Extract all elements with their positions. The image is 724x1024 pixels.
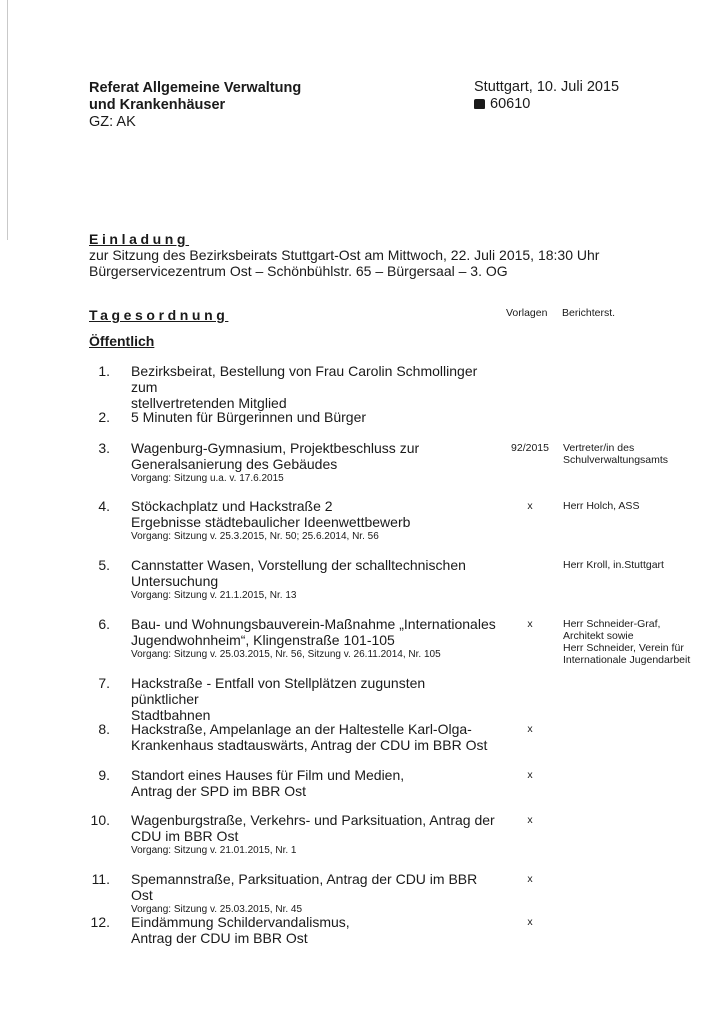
agenda-item-number: 10. xyxy=(90,812,110,828)
agenda-item-reference: Vorgang: Sitzung v. 25.03.2015, Nr. 45 xyxy=(131,904,303,915)
agenda-title: Tagesordnung xyxy=(89,307,229,323)
agenda-item-text xyxy=(131,914,496,946)
agenda-item-text xyxy=(131,616,496,661)
agenda-item-number: 11. xyxy=(91,871,110,887)
place-date: Stuttgart, 10. Juli 2015 xyxy=(474,79,620,95)
agenda-item-number: 6. xyxy=(98,616,110,632)
agenda-item-line: Stöckachplatz und Hackstraße 2 xyxy=(131,498,333,514)
invitation-line2: Bürgerservicezentrum Ost – Schönbühlstr. 65 – Bürgersaal – 3. OG xyxy=(89,263,508,279)
agenda-item-text xyxy=(131,557,496,602)
berichterstatter-line: Vertreter/in des xyxy=(563,442,635,454)
agenda-item-vorlage: x xyxy=(527,500,533,512)
agenda-item-line: Wagenburgstraße, Verkehrs- und Parksituation, Antrag der xyxy=(131,812,495,828)
agenda-item-number: 3. xyxy=(98,440,110,456)
agenda-item-berichterstatter xyxy=(563,442,713,466)
agenda-item-line: Generalsanierung des Gebäudes xyxy=(131,456,338,472)
agenda-item-line: Hackstraße, Ampelanlage an der Haltestelle Karl-Olga- xyxy=(131,721,472,737)
agenda-item-line: Antrag der CDU im BBR Ost xyxy=(131,930,308,946)
agenda-item-line: stellvertretenden Mitglied xyxy=(131,395,287,411)
agenda-item-line: Spemannstraße, Parksituation, Antrag der CDU im BBR Ost xyxy=(131,871,478,903)
agenda-item-vorlage: x xyxy=(527,814,533,826)
agenda-item-line: Eindämmung Schildervandalismus, xyxy=(131,914,350,930)
agenda-item-text xyxy=(131,440,496,485)
agenda-item-text xyxy=(131,721,496,753)
agenda-item-text xyxy=(131,871,496,916)
agenda-item-vorlage: x xyxy=(527,618,533,630)
phone-icon xyxy=(474,99,485,109)
berichterstatter-line: Herr Holch, ASS xyxy=(563,500,640,512)
berichterstatter-line: Herr Schneider-Graf, xyxy=(563,618,661,630)
column-header-vorlagen: Vorlagen xyxy=(506,307,548,319)
agenda-item-number: 5. xyxy=(98,557,110,573)
agenda-item-text xyxy=(131,498,496,543)
agenda-item-text xyxy=(131,767,496,799)
invitation-line1: zur Sitzung des Bezirksbeirats Stuttgart-Ost am Mittwoch, 22. Juli 2015, 18:30 Uhr xyxy=(89,247,600,263)
agenda-item-line: CDU im BBR Ost xyxy=(131,828,239,844)
agenda-item-vorlage: x xyxy=(527,769,533,781)
agenda-item-berichterstatter xyxy=(563,500,713,512)
berichterstatter-line: Herr Kroll, in.Stuttgart xyxy=(563,559,664,571)
berichterstatter-line: Internationale Jugendarbeit xyxy=(563,654,691,666)
invitation-title: Einladung xyxy=(89,231,190,247)
section-title: Öffentlich xyxy=(89,333,155,349)
agenda-item-line: Cannstatter Wasen, Vorstellung der schalltechnischen xyxy=(131,557,466,573)
agenda-item-line: Bezirksbeirat, Bestellung von Frau Carolin Schmollinger zum xyxy=(131,363,478,395)
department-name-line1: Referat Allgemeine Verwaltung xyxy=(89,80,302,96)
agenda-item-line: Untersuchung xyxy=(131,573,219,589)
agenda-item-reference: Vorgang: Sitzung v. 25.3.2015, Nr. 50; 25.6.2014, Nr. 56 xyxy=(131,531,379,542)
agenda-item-line: Ergebnisse städtebaulicher Ideenwettbewerb xyxy=(131,514,411,530)
berichterstatter-line: Schulverwaltungsamts xyxy=(563,454,669,466)
agenda-item-line: Bau- und Wohnungsbauverein-Maßnahme „Internationales xyxy=(131,616,496,632)
phone-line xyxy=(474,96,619,113)
agenda-item-text xyxy=(131,812,496,857)
agenda-item-line: Jugendwohnheim“, Klingenstraße 101-105 xyxy=(131,632,395,648)
agenda-item-number: 2. xyxy=(98,409,110,425)
column-header-berichterst: Berichterst. xyxy=(562,307,616,319)
berichterstatter-line: Herr Schneider, Verein für xyxy=(563,642,684,654)
department-block xyxy=(89,80,301,131)
date-block xyxy=(474,79,619,113)
agenda-item-text xyxy=(131,409,496,425)
agenda-item-berichterstatter xyxy=(563,618,713,666)
department-name-line2: und Krankenhäuser xyxy=(89,97,226,113)
agenda-item-number: 12. xyxy=(90,914,110,930)
agenda-item-line: Standort eines Hauses für Film und Medien, xyxy=(131,767,405,783)
agenda-item-number: 8. xyxy=(98,721,110,737)
agenda-item-reference: Vorgang: Sitzung u.a. v. 17.6.2015 xyxy=(131,473,284,484)
reference-code: GZ: AK xyxy=(89,114,136,130)
agenda-item-text xyxy=(131,675,496,723)
agenda-item-line: Krankenhaus stadtauswärts, Antrag der CDU im BBR Ost xyxy=(131,737,488,753)
agenda-item-reference: Vorgang: Sitzung v. 21.01.2015, Nr. 1 xyxy=(131,845,297,856)
agenda-item-number: 9. xyxy=(98,767,110,783)
agenda-item-vorlage: 92/2015 xyxy=(511,442,549,454)
phone-number: 60610 xyxy=(490,96,531,112)
agenda-item-number: 4. xyxy=(98,498,110,514)
invitation-block xyxy=(89,231,599,279)
agenda-item-line: Wagenburg-Gymnasium, Projektbeschluss zur xyxy=(131,440,420,456)
agenda-item-text xyxy=(131,363,496,411)
agenda-item-reference: Vorgang: Sitzung v. 21.1.2015, Nr. 13 xyxy=(131,590,297,601)
agenda-item-number: 1. xyxy=(98,363,110,379)
agenda-item-line: Hackstraße - Entfall von Stellplätzen zugunsten pünktlicher xyxy=(131,675,426,707)
agenda-item-line: Stadtbahnen xyxy=(131,707,211,723)
agenda-item-number: 7. xyxy=(98,675,110,691)
agenda-item-berichterstatter xyxy=(563,559,713,571)
agenda-item-line: Antrag der SPD im BBR Ost xyxy=(131,783,307,799)
agenda-header xyxy=(89,307,699,325)
agenda-item-vorlage: x xyxy=(527,873,533,885)
agenda-item-vorlage: x xyxy=(527,916,533,928)
agenda-item-line: 5 Minuten für Bürgerinnen und Bürger xyxy=(131,409,367,425)
agenda-item-vorlage: x xyxy=(527,723,533,735)
margin-line xyxy=(7,0,8,240)
agenda-item-reference: Vorgang: Sitzung v. 25.03.2015, Nr. 56, Sitzung v. 26.11.2014, Nr. 105 xyxy=(131,649,441,660)
berichterstatter-line: Architekt sowie xyxy=(563,630,634,642)
